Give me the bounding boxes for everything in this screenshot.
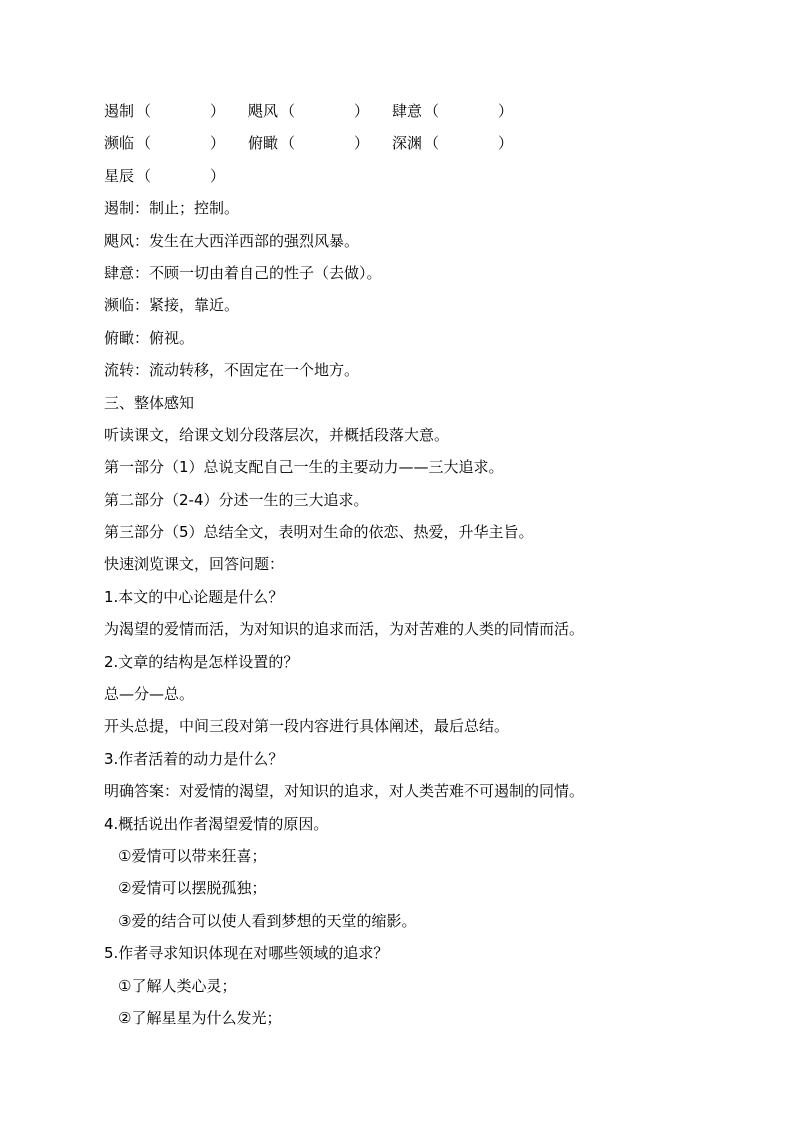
answer-blank	[422, 95, 514, 127]
answer-line: 明确答案：对爱情的渴望，对知识的追求，对人类苦难不可遏制的同情。	[104, 782, 585, 801]
close-paren: ）	[210, 166, 226, 185]
vocab-item	[104, 95, 248, 127]
section-heading: 三、整体感知	[104, 393, 195, 412]
answer-blank	[134, 95, 226, 127]
close-paren: ）	[210, 134, 226, 153]
open-paren: （	[280, 134, 296, 153]
question-line: 4.概括说出作者渴望爱情的原因。	[104, 814, 329, 833]
open-paren: （	[424, 102, 440, 120]
vocab-item	[248, 127, 392, 159]
vocab-item	[248, 95, 392, 127]
open-paren: （	[136, 102, 152, 120]
answer-line: 为渴望的爱情而活，为对知识的追求而活，为对苦难的人类的同情而活。	[104, 620, 585, 639]
vocab-item	[392, 95, 536, 127]
text-line: 第一部分（1）总说支配自己一生的主要动力——三大追求。	[104, 458, 504, 477]
list-item: ③爱的结合可以使人看到梦想的天堂的缩影。	[118, 911, 417, 930]
close-paren: ）	[498, 134, 514, 153]
document-body	[104, 95, 664, 1034]
vocab-word: 飓风	[248, 102, 279, 120]
list-item: ②了解星星为什么发光；	[118, 1008, 282, 1027]
vocab-word: 遏制	[104, 102, 135, 120]
answer-blank	[134, 160, 226, 192]
definition-line: 俯瞰：俯视。	[104, 328, 195, 347]
vocab-row	[104, 95, 664, 127]
text-line: 听读课文，给课文划分段落层次，并概括段落大意。	[104, 425, 450, 444]
vocab-word: 深渊	[392, 134, 423, 153]
close-paren: ）	[498, 102, 514, 120]
answer-blank	[278, 95, 370, 127]
text-line: 第二部分（2-4）分述一生的三大追求。	[104, 490, 369, 509]
answer-blank	[422, 127, 514, 159]
vocab-word: 肆意	[392, 102, 423, 120]
vocab-word: 濒临	[104, 134, 135, 153]
vocab-word: 俯瞰	[248, 134, 279, 153]
open-paren: （	[280, 102, 296, 120]
question-line: 3.作者活着的动力是什么？	[104, 749, 284, 768]
answer-blank	[278, 127, 370, 159]
question-line: 1.本文的中心论题是什么？	[104, 587, 284, 606]
vocab-item	[104, 160, 248, 192]
definition-line: 濒临：紧接，靠近。	[104, 296, 240, 315]
text-line: 快速浏览课文，回答问题：	[104, 555, 285, 574]
vocab-word: 星辰	[104, 166, 135, 185]
definition-line: 飓风：发生在大西洋西部的强烈风暴。	[104, 231, 360, 250]
list-item: ①爱情可以带来狂喜；	[118, 846, 267, 865]
open-paren: （	[424, 134, 440, 153]
definition-line: 遏制：制止；控制。	[104, 199, 240, 218]
answer-line: 开头总提，中间三段对第一段内容进行具体阐述，最后总结。	[104, 717, 510, 736]
close-paren: ）	[354, 134, 370, 153]
close-paren: ）	[354, 102, 370, 120]
question-line: 2.文章的结构是怎样设置的？	[104, 652, 299, 671]
list-item: ②爱情可以摆脱孤独；	[118, 879, 267, 898]
definition-line: 流转：流动转移，不固定在一个地方。	[104, 361, 360, 380]
question-line: 5.作者寻求知识体现在对哪些领域的追求？	[104, 944, 389, 963]
list-item: ①了解人类心灵；	[118, 976, 237, 995]
vocab-row	[104, 160, 664, 192]
vocab-item	[392, 127, 536, 159]
vocab-row	[104, 127, 664, 159]
answer-line: 总—分—总。	[104, 685, 195, 704]
answer-blank	[134, 127, 226, 159]
open-paren: （	[136, 134, 152, 153]
close-paren: ）	[210, 102, 226, 120]
open-paren: （	[136, 166, 152, 185]
text-line: 第三部分（5）总结全文，表明对生命的依恋、热爱，升华主旨。	[104, 523, 534, 542]
definition-line: 肆意：不顾一切由着自己的性子（去做）。	[104, 263, 382, 282]
vocab-item	[104, 127, 248, 159]
